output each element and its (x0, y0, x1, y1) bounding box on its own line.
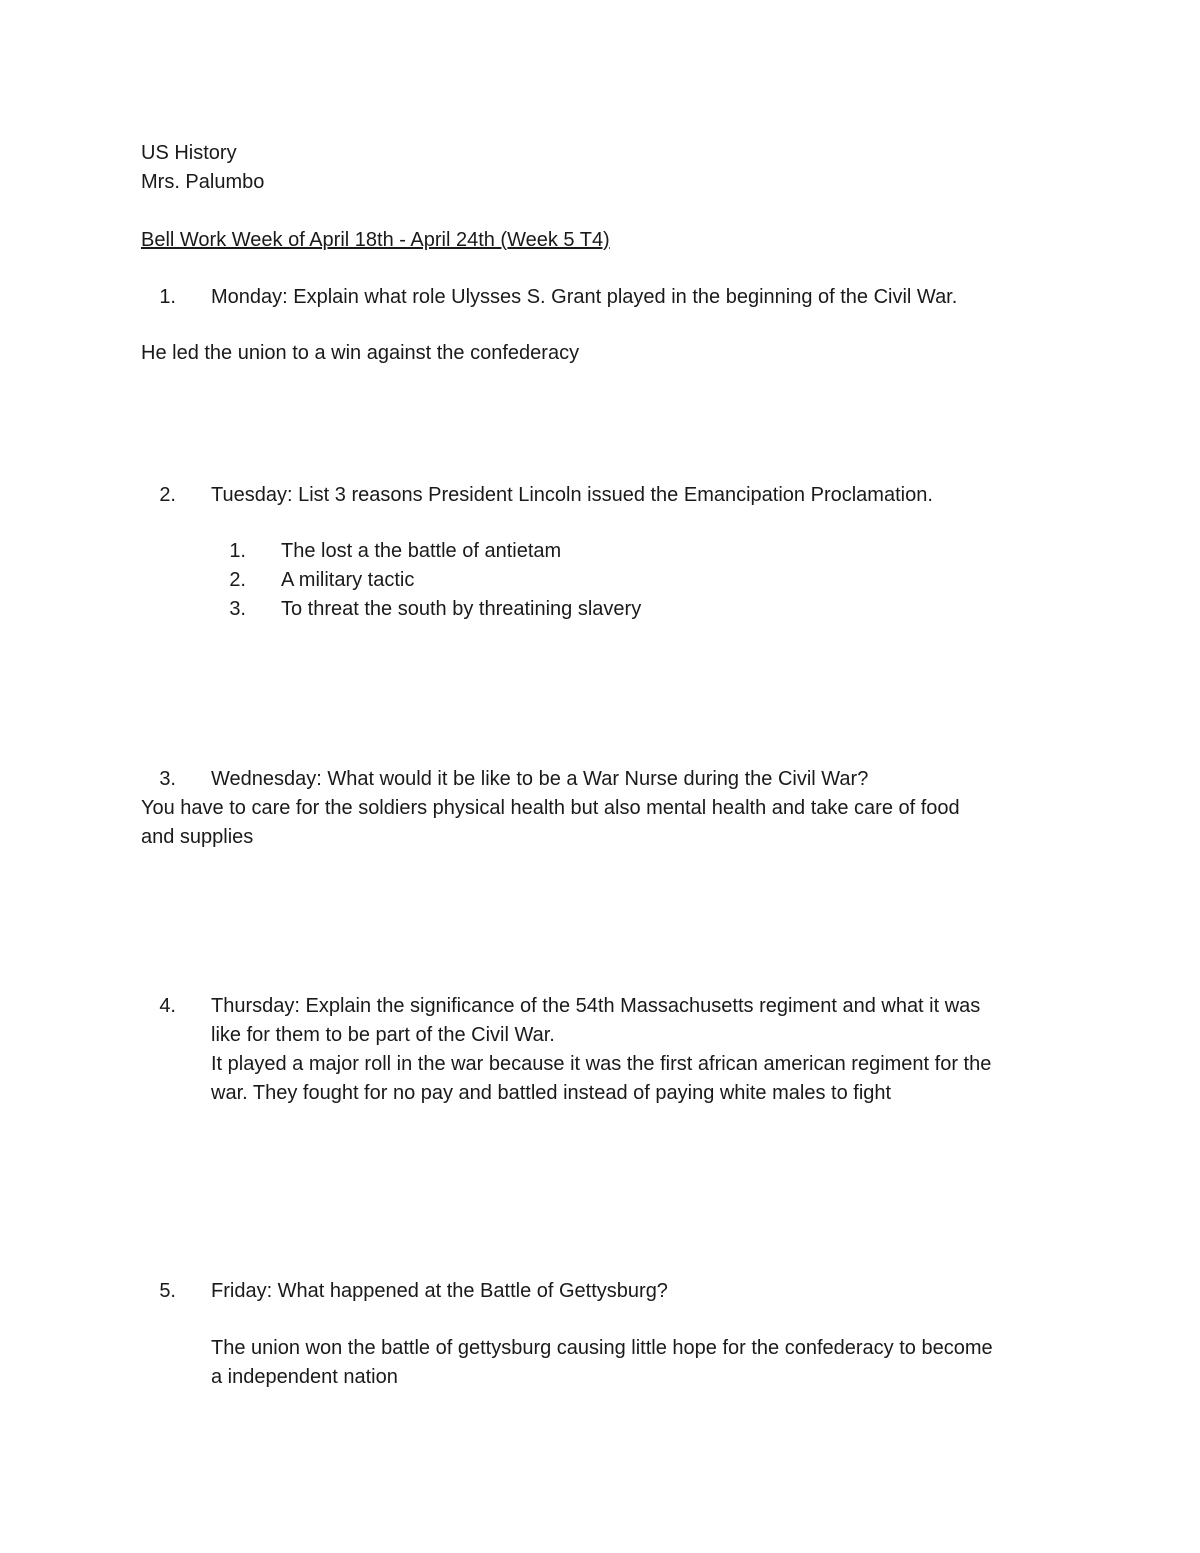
answer-5-line: The union won the battle of gettysburg causing little hope for the confederacy to become (211, 1337, 993, 1359)
list-number: 1. (229, 540, 246, 562)
answer-4-line: war. They fought for no pay and battled instead of paying white males to fight (211, 1082, 892, 1104)
course-name: US History (141, 142, 237, 164)
question-prompt: Thursday: Explain the significance of the 54th Massachusetts regiment and what it was (211, 995, 981, 1017)
answer-1: He led the union to a win against the confederacy (141, 342, 580, 364)
question-number: 1. (159, 286, 176, 308)
list-number: 3. (229, 598, 246, 620)
list-text: The lost a the battle of antietam (281, 540, 562, 562)
question-5 (140, 1277, 668, 1306)
teacher-name: Mrs. Palumbo (141, 171, 265, 193)
question-4-continued: like for them to be part of the Civil War. (211, 1024, 555, 1046)
assignment-title: Bell Work Week of April 18th - April 24th (Week 5 T4) (141, 229, 610, 251)
answer-5-line: a independent nation (211, 1366, 398, 1388)
question-number: 5. (159, 1280, 176, 1302)
question-4 (140, 992, 980, 1021)
answer-3-line: and supplies (141, 826, 254, 848)
question-number: 2. (159, 484, 176, 506)
question-prompt: Friday: What happened at the Battle of Gettysburg? (211, 1280, 668, 1302)
question-prompt: Wednesday: What would it be like to be a War Nurse during the Civil War? (211, 768, 869, 790)
answer-2-item (210, 537, 561, 566)
answer-3-line: You have to care for the soldiers physical health but also mental health and take care of food (141, 797, 960, 819)
question-number: 3. (159, 768, 176, 790)
answer-2-item (210, 566, 414, 595)
list-number: 2. (229, 569, 246, 591)
list-text: A military tactic (281, 569, 415, 591)
question-prompt: Tuesday: List 3 reasons President Lincoln issued the Emancipation Proclamation. (211, 484, 933, 506)
list-text: To threat the south by threatining slavery (281, 598, 642, 620)
question-3 (140, 765, 868, 794)
answer-2-item (210, 595, 641, 624)
question-1 (140, 283, 957, 312)
answer-4-line: It played a major roll in the war because it was the first african american regiment for the (211, 1053, 992, 1075)
question-number: 4. (159, 995, 176, 1017)
question-prompt: Monday: Explain what role Ulysses S. Grant played in the beginning of the Civil War. (211, 286, 958, 308)
question-2 (140, 481, 933, 510)
